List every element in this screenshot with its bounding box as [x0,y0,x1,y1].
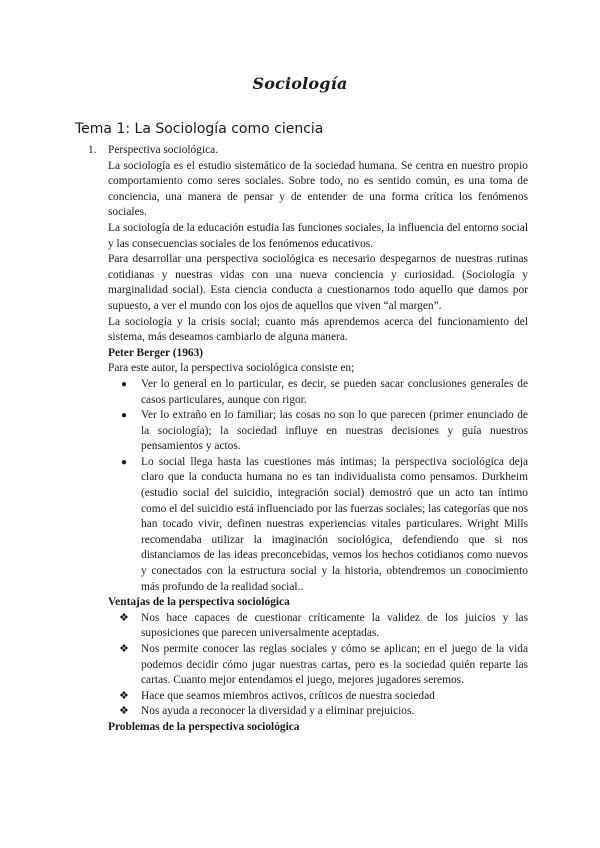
advantages-list [108,611,528,720]
diamond-bullet-icon: ❖ [119,689,129,702]
author-intro: Para este autor, la perspectiva sociológica consiste en; [108,362,355,375]
paragraph: La sociología de la educación estudia las funciones sociales, la influencia del entorno social y las consecuencias sociales de los fenómenos educativos. [108,221,528,250]
bullet-list [108,377,528,595]
advantages-heading: Ventajas de la perspectiva sociológica [108,596,290,609]
bullet-icon: ● [121,456,128,468]
item-label: Perspectiva sociológica. [108,144,219,156]
list-item: ❖ Hace que seamos miembros activos, críticos de nuestra sociedad [108,689,528,705]
bullet-icon: ● [121,410,128,422]
paragraph: La sociología es el estudio sistemático de la sociedad humana. Se centra en nuestro propio comportamiento como seres sociales. Sobre todo, no es sentido común, es una toma de conciencia, una manera de pensar y de entender de una forma crítica los fenómenos sociales. [108,159,528,219]
list-item: ❖ Nos ayuda a reconocer la diversidad y a eliminar prejuicios. [108,704,528,720]
diamond-bullet-icon: ❖ [119,643,129,655]
list-item: ● Ver lo general en lo particular, es decir, se pueden sacar conclusiones generales de casos particulares, aunque con rigor. [121,377,528,406]
list-number: 1. [88,144,97,156]
diamond-bullet-icon: ❖ [119,611,129,624]
list-item: ● Ver lo extraño en lo familiar; las cosas no son lo que parecen (primer enunciado de la sociología); la sociedad influye en nuestras decisiones y guía nuestros pensamientos y actos. [121,409,528,453]
problems-heading: Problemas de la perspectiva sociológica [108,720,300,733]
paragraph: La sociología y la crisis social; cuanto más aprendemos acerca del funcionamiento del sistema, más deseamos cambiarlo de alguna manera. [108,315,528,344]
document-title: Sociología [252,74,348,93]
section-heading: Tema 1: La Sociología como ciencia [75,121,324,137]
list-item-1 [88,143,528,736]
list-item: ❖ Nos permite conocer las reglas sociales y cómo se aplican; en el juego de la vida podemos decidir cómo jugar nuestras cartas, pero es la sociedad quién reparte las cartas. Cuanto mejor entendamos el juego, mejores jugadores seremos. [119,643,528,687]
list-item: ❖ Nos hace capaces de cuestionar críticamente la validez de los juicios y las suposiciones que parecen universalmente aceptadas. [119,611,528,640]
list-item: ● Lo social llega hasta las cuestiones más íntimas; la perspectiva sociológica deja claro que la conducta humana no es tan individualista como pensamos. Durkheim (estudio social del suicidio, integración social) demostró que un acto tan íntimo como el del suicidio está influenciado por las fuerzas sociales; las categorías que nos han tocado vivir, definen nuestras experiencias vitales particulares. Wright Mills recomendaba utilizar la imaginación sociológica, defendiendo que si nos distanciamos de las ideas preconcebidas, vemos los hechos cotidianos como nuevos y conectados con la estructura social y la historia, obtendremos un conocimiento más profundo de la realidad social.. [121,455,528,593]
paragraph: Para desarrollar una perspectiva sociológica es necesario despegarnos de nuestras rutinas cotidianas y nuestras vidas con una nueva conciencia y curiosidad. (Sociología y marginalidad social). Esta ciencia conducta a cuestionarnos todo aquello que damos por supuesto, a ver el mundo con los ojos de aquellos que viven “al margen”. [108,253,528,312]
document-body [88,143,528,736]
author-heading: Peter Berger (1963) [108,346,204,359]
diamond-bullet-icon: ❖ [119,705,129,718]
bullet-icon: ● [121,378,128,390]
